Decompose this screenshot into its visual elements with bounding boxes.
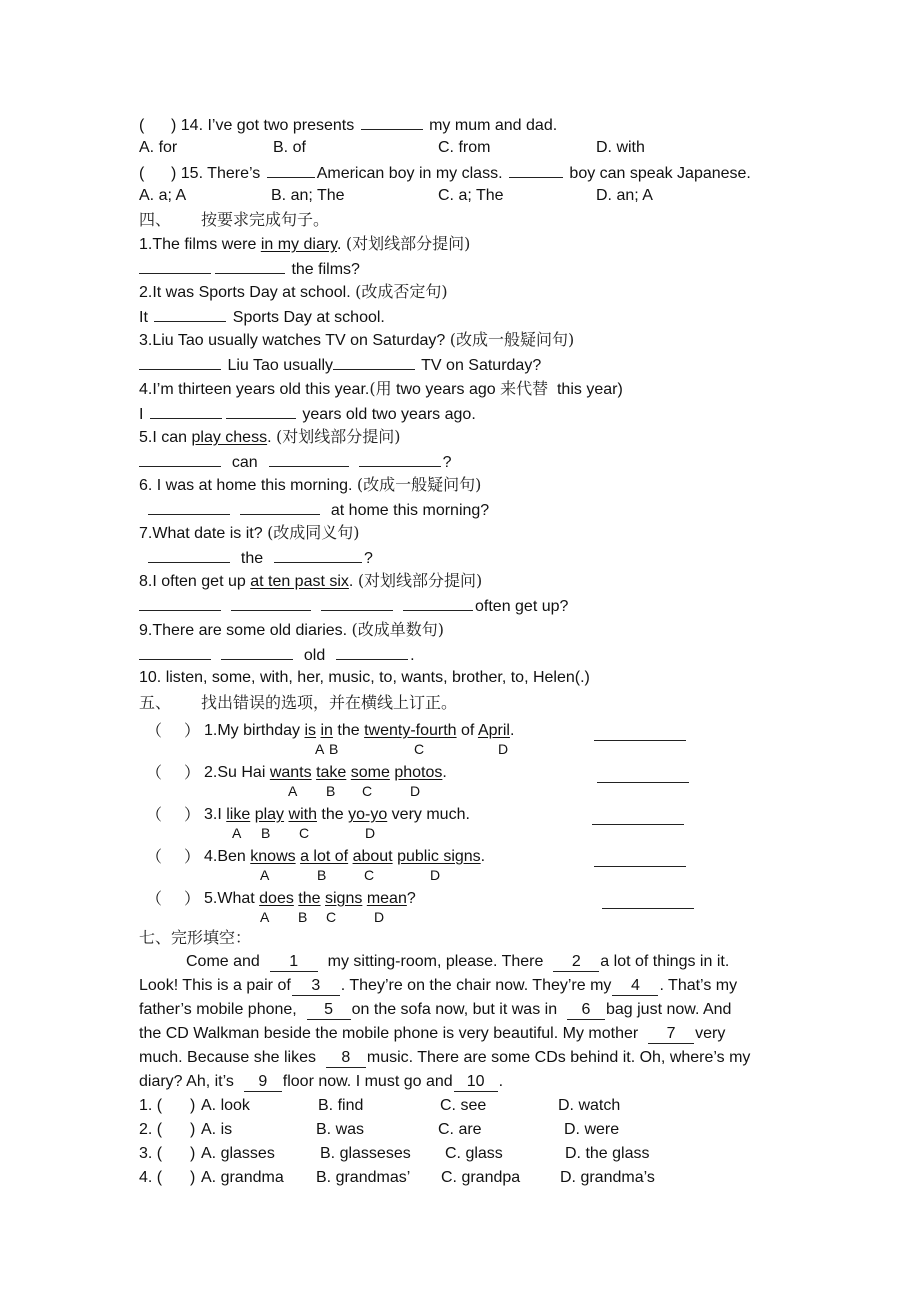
- option-a-phrase: like: [226, 806, 251, 823]
- question-14-stem: ( ) 14. I’ve got two presents: [139, 117, 359, 134]
- question-text: .: [336, 236, 346, 253]
- option-a-phrase: is: [304, 722, 317, 739]
- question-text: 10. listen, some, with, her, music, to, wants, brother, to, Helen(.): [139, 669, 590, 686]
- answer-blank[interactable]: [321, 595, 393, 611]
- answer-blank[interactable]: [509, 162, 563, 178]
- answer-paren-open[interactable]: （: [146, 847, 163, 866]
- option-d-phrase: public signs: [397, 848, 481, 865]
- answer-blank[interactable]: [139, 595, 221, 611]
- option-d: D. were: [564, 1121, 620, 1138]
- instruction-hint: 来代替: [500, 379, 549, 398]
- question-15-stem: ( ) 15. There’s: [139, 165, 265, 182]
- option-b-phrase: the: [298, 890, 321, 907]
- label-c: C: [299, 825, 310, 841]
- answer-blank[interactable]: [403, 595, 473, 611]
- instruction-hint: (改成单数句): [351, 620, 445, 639]
- answer-text: the: [232, 550, 273, 567]
- section-number: 四、: [139, 210, 172, 229]
- answer-blank[interactable]: [139, 644, 211, 660]
- passage-line-4: the CD Walkman beside the mobile phone is very beautiful. My mother 7 very: [139, 1025, 726, 1042]
- question-number[interactable]: 1. (: [139, 1097, 163, 1114]
- answer-text: ?: [364, 550, 373, 567]
- passage-line-6: diary? Ah, it’s 9 floor now. I must go and 10 .: [139, 1073, 504, 1090]
- option-b-phrase: a lot of: [300, 848, 349, 865]
- answer-text: years old two years ago.: [297, 406, 476, 423]
- answer-blank[interactable]: [139, 258, 211, 274]
- option-b-phrase: in: [320, 722, 333, 739]
- cloze-blank-3[interactable]: 3: [292, 977, 340, 996]
- question-number[interactable]: 2. (: [139, 1121, 163, 1138]
- question-15-stem-mid: American boy in my class.: [316, 165, 507, 182]
- answer-blank[interactable]: [361, 114, 423, 130]
- question-text: .: [267, 429, 276, 446]
- question-text: 9.There are some old diaries.: [139, 622, 352, 639]
- s4-question-9: [139, 620, 444, 641]
- question-14-stem-end: my mum and dad.: [424, 117, 558, 134]
- instruction-hint: (改成一般疑问句): [356, 475, 482, 494]
- label-a: A: [260, 909, 270, 925]
- answer-blank[interactable]: [139, 451, 221, 467]
- option-b-phrase: take: [316, 764, 347, 781]
- passage-line-1: Come and 1 my sitting-room, please. There 2 a lot of things in it.: [186, 953, 730, 970]
- s4-question-7: [139, 523, 360, 544]
- option-a-phrase: wants: [269, 764, 312, 781]
- label-b: B: [298, 909, 308, 925]
- worksheet-page: ( ) 14. I’ve got two presents my mum and dad. A. for B. of C. from D. with ( ) 15. There’s American boy in my class. boy can speak Japanese. A. a; A B. an; The C. a; The D. an; A 四、 按要求完成句子。 1.The films were in my diary. (对划线部分提问) the films? 2.It was Sports Day at school. (改成否定句) It Sports Day at school. 3.Liu Tao usually watches TV on Saturday? (改成一般疑问句) Liu Tao usually TV on Saturday? 4.I’m thirteen years old this year.(用 two years ago 来代替 this year) I years old two years ago. 5.I can play chess. (对划线部分提问) can ? 6. I was at home this morning. (改成一般疑问句) at home this morning? 7.What date is it? (改成同义句) the ? 8.I often get up at ten past six. (对划线部分提问) often get up? 9.There are some old diaries. (改成单数句) old . 10. listen, some, with, her, music, to, wants, brother, to, Helen(.) 五、 找出错误的选项，并在横线上订正。 （ ） 1.My birthday is in the twenty-fourth of April. A B C D （ ） 2.Su Hai wants take some photos. A B C D （ ） 3.I like play with the yo-yo very much. A B C D （ ） 4.Ben knows a lot of about public signs. A B C D （ ） 5.What does the signs mean? A B C D 七、完形填空： Come and 1 my sitting-room, please. There 2 a lot of things in it. Look! This is a pair of 3 . They’re on the chair now. They’re my 4 . That’s my father’s mobile phone, 5 on the sofa now, but it was in 6 bag just now. And the CD Walkman beside the mobile phone is very beautiful. My mother 7 very much. Because she likes 8 music. There are some CDs behind it. Oh, where’s my diary? Ah, it’s 9 floor now. I must go and 10 . 1. ( ) A. look B. find C. see D. watch 2. ( ) A. is B. was C. are D. were 3. ( ) A. glasses B. glasseses C. glass D. the glass 4. ( ) A. grandma B. grandmas’ C. grandpa D. grandma’s: [0, 0, 920, 1302]
- s5-sentence: 2.Su Hai wants take some photos.: [204, 764, 447, 781]
- option-c: C. from: [438, 139, 491, 156]
- answer-text: TV on Saturday?: [417, 357, 542, 374]
- passage-line-5: much. Because she likes 8 music. There are some CDs behind it. Oh, where’s my: [139, 1049, 751, 1066]
- instruction-hint: this year): [548, 381, 623, 398]
- answer-blank[interactable]: [221, 644, 293, 660]
- s4-answer-8: [139, 595, 568, 617]
- answer-paren-open[interactable]: （: [146, 805, 163, 824]
- sentence-text: 1.My birthday: [204, 722, 305, 739]
- underlined-phrase: play chess: [191, 429, 268, 446]
- instruction-hint: (对划线部分提问): [275, 427, 401, 446]
- s4-answer-9: [139, 644, 415, 666]
- question-text: .: [348, 573, 358, 590]
- answer-paren-close: ）: [184, 889, 201, 908]
- s4-answer-3: [139, 354, 541, 376]
- section-4-heading: [139, 210, 329, 230]
- answer-blank[interactable]: [148, 499, 230, 515]
- label-a: A: [315, 741, 325, 757]
- label-d: D: [430, 867, 441, 883]
- correction-line[interactable]: [594, 739, 686, 741]
- s4-answer-6: [139, 499, 489, 521]
- label-b: B: [329, 741, 339, 757]
- section-title: 按要求完成句子。: [201, 210, 330, 229]
- answer-text: often get up?: [475, 598, 569, 615]
- answer-blank[interactable]: [336, 644, 408, 660]
- label-d: D: [498, 741, 509, 757]
- s4-question-3: [139, 330, 574, 351]
- answer-paren-close: ）: [184, 805, 201, 824]
- answer-blank[interactable]: [359, 451, 441, 467]
- option-a-phrase: does: [259, 890, 294, 907]
- label-d: D: [410, 783, 421, 799]
- answer-text: at home this morning?: [322, 502, 490, 519]
- option-a-phrase: knows: [250, 848, 296, 865]
- option-c-phrase: twenty-fourth: [364, 722, 457, 739]
- option-c: C. a; The: [438, 187, 504, 204]
- s4-question-2: [139, 282, 448, 303]
- instruction-hint: (对划线部分提问): [357, 571, 483, 590]
- sentence-text: 4.Ben: [204, 848, 251, 865]
- option-a: A. glasses: [201, 1145, 275, 1162]
- question-14: [139, 114, 557, 136]
- s4-question-5: [139, 427, 400, 448]
- question-15-stem-end: boy can speak Japanese.: [564, 165, 751, 182]
- option-a: A. look: [201, 1097, 250, 1114]
- answer-paren-close: ）: [184, 721, 201, 740]
- option-a: A. grandma: [201, 1169, 284, 1186]
- label-c: C: [326, 909, 337, 925]
- answer-paren-open[interactable]: （: [146, 763, 163, 782]
- option-d: D. an; A: [596, 187, 653, 204]
- option-b-phrase: play: [254, 806, 285, 823]
- s4-answer-5: [139, 451, 451, 473]
- option-b: B. glasseses: [320, 1145, 411, 1162]
- label-d: D: [374, 909, 385, 925]
- sentence-text: 3.I: [204, 806, 227, 823]
- cloze-blank-9[interactable]: 9: [244, 1073, 282, 1092]
- answer-paren-open[interactable]: （: [146, 721, 163, 740]
- cloze-blank-1[interactable]: 1: [270, 953, 318, 972]
- option-d-phrase: photos: [394, 764, 443, 781]
- answer-text: I: [139, 406, 148, 423]
- answer-blank[interactable]: [267, 162, 315, 178]
- instruction-hint: (对划线部分提问): [345, 234, 471, 253]
- answer-paren-close: ）: [184, 763, 201, 782]
- passage-line-2: Look! This is a pair of 3 . They’re on the chair now. They’re my 4 . That’s my: [139, 977, 738, 994]
- option-c: C. are: [438, 1121, 482, 1138]
- s4-question-10: [139, 668, 590, 688]
- cloze-blank-8[interactable]: 8: [326, 1049, 366, 1068]
- question-text: 3.Liu Tao usually watches TV on Saturday?: [139, 332, 450, 349]
- option-a: A. is: [201, 1121, 233, 1138]
- cloze-blank-5[interactable]: 5: [307, 1001, 351, 1020]
- answer-text: It: [139, 309, 153, 326]
- sentence-text: 2.Su Hai: [204, 764, 270, 781]
- s4-question-6: [139, 475, 481, 496]
- cloze-blank-2[interactable]: 2: [553, 953, 599, 972]
- option-a: A. a; A: [139, 187, 187, 204]
- label-c: C: [362, 783, 373, 799]
- answer-blank[interactable]: [139, 354, 221, 370]
- option-d: D. with: [596, 139, 645, 156]
- s5-sentence: 5.What does the signs mean?: [204, 890, 416, 907]
- answer-paren-close: ）: [184, 847, 201, 866]
- correction-line[interactable]: [602, 907, 694, 909]
- s5-sentence: 4.Ben knows a lot of about public signs.: [204, 848, 486, 865]
- answer-text: .: [410, 647, 415, 664]
- answer-blank[interactable]: [150, 403, 222, 419]
- option-c-phrase: signs: [325, 890, 363, 907]
- s4-question-1: [139, 234, 470, 255]
- option-b: B. of: [273, 139, 306, 156]
- s4-answer-2: [139, 306, 385, 328]
- question-text: 2.It was Sports Day at school.: [139, 284, 356, 301]
- option-d: D. watch: [558, 1097, 621, 1114]
- question-15: [139, 162, 751, 184]
- option-c: C. glass: [445, 1145, 503, 1162]
- answer-blank[interactable]: [269, 451, 349, 467]
- cloze-blank-10[interactable]: 10: [454, 1073, 498, 1092]
- question-text: 7.What date is it?: [139, 525, 268, 542]
- instruction-hint: (改成一般疑问句): [449, 330, 575, 349]
- answer-text: Sports Day at school.: [228, 309, 385, 326]
- answer-blank[interactable]: [226, 403, 296, 419]
- s4-answer-1: [139, 258, 360, 280]
- label-b: B: [317, 867, 327, 883]
- answer-text: ?: [442, 454, 452, 471]
- answer-blank[interactable]: [148, 547, 230, 563]
- option-c-phrase: with: [288, 806, 317, 823]
- correction-line[interactable]: [592, 823, 684, 825]
- s4-answer-4: [139, 403, 476, 425]
- answer-text: Liu Tao usually: [223, 357, 333, 374]
- question-text: 1.The films were: [139, 236, 261, 253]
- s4-question-8: [139, 571, 482, 592]
- label-b: B: [261, 825, 271, 841]
- question-text: 6. I was at home this morning.: [139, 477, 357, 494]
- answer-text: can: [223, 454, 267, 471]
- answer-blank[interactable]: [240, 499, 320, 515]
- option-d: D. the glass: [565, 1145, 650, 1162]
- cloze-blank-6[interactable]: 6: [567, 1001, 605, 1020]
- label-c: C: [364, 867, 375, 883]
- option-c: C. grandpa: [441, 1169, 521, 1186]
- instruction-hint: (用: [369, 379, 392, 398]
- option-b: B. an; The: [271, 187, 345, 204]
- sentence-text: 5.What: [204, 890, 260, 907]
- section-5-heading: [139, 693, 457, 713]
- answer-blank[interactable]: [215, 258, 285, 274]
- label-b: B: [326, 783, 336, 799]
- underlined-phrase: at ten past six: [250, 573, 349, 590]
- correction-line[interactable]: [594, 865, 686, 867]
- option-c: C. see: [440, 1097, 487, 1114]
- answer-blank[interactable]: [274, 547, 362, 563]
- s4-answer-7: [139, 547, 373, 569]
- label-c: C: [414, 741, 425, 757]
- cloze-blank-4[interactable]: 4: [612, 977, 658, 996]
- section-number: 五、: [139, 693, 172, 712]
- section-title: 找出错误的选项，并在横线上订正。: [201, 693, 458, 712]
- answer-blank[interactable]: [231, 595, 311, 611]
- s4-question-4: [139, 379, 623, 400]
- answer-blank[interactable]: [154, 306, 226, 322]
- option-c-phrase: about: [352, 848, 393, 865]
- cloze-blank-7[interactable]: 7: [648, 1025, 694, 1044]
- option-c-phrase: some: [350, 764, 390, 781]
- answer-blank[interactable]: [333, 354, 415, 370]
- option-b: B. grandmas’: [316, 1169, 411, 1186]
- option-d-phrase: April: [477, 722, 510, 739]
- section-7-heading: 七、完形填空：: [139, 928, 252, 947]
- correction-line[interactable]: [597, 781, 689, 783]
- answer-text: the films?: [287, 261, 360, 278]
- question-number[interactable]: 4. (: [139, 1169, 163, 1186]
- question-text: 8.I often get up: [139, 573, 251, 590]
- instruction-hint: (改成否定句): [355, 282, 448, 301]
- passage-line-3: father’s mobile phone, 5 on the sofa now, but it was in 6 bag just now. And: [139, 1001, 732, 1018]
- underlined-phrase: in my diary: [260, 236, 337, 253]
- option-b: B. find: [318, 1097, 364, 1114]
- question-text: 5.I can: [139, 429, 192, 446]
- instruction-hint: two years ago: [391, 381, 501, 398]
- instruction-hint: (改成同义句): [267, 523, 360, 542]
- option-d-phrase: yo-yo: [348, 806, 388, 823]
- label-d: D: [365, 825, 376, 841]
- s5-sentence: 3.I like play with the yo-yo very much.: [204, 806, 470, 823]
- option-d: D. grandma’s: [560, 1169, 655, 1186]
- option-d-phrase: mean: [366, 890, 407, 907]
- label-a: A: [288, 783, 298, 799]
- label-a: A: [260, 867, 270, 883]
- option-b: B. was: [316, 1121, 365, 1138]
- question-text: 4.I’m thirteen years old this year.: [139, 381, 370, 398]
- option-a: A. for: [139, 139, 178, 156]
- answer-text: old: [295, 647, 335, 664]
- s5-sentence: 1.My birthday is in the twenty-fourth of April.: [204, 722, 515, 739]
- question-number[interactable]: 3. (: [139, 1145, 163, 1162]
- label-a: A: [232, 825, 242, 841]
- answer-paren-open[interactable]: （: [146, 889, 163, 908]
